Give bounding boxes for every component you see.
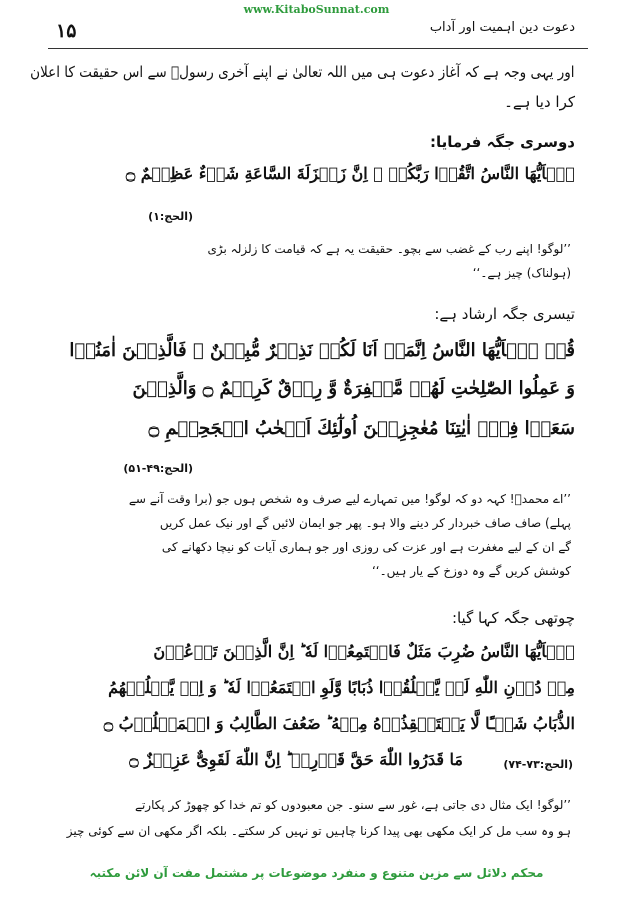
section-4-translation-2: ہو وہ سب مل کر ایک مکھی بھی پیدا کرنا چاہیں تو نہیں کر سکتے۔ بلکہ اگر مکھی ان سے کوئی چیز — [66, 824, 571, 838]
section-2-ayah: یٰۤاَیُّهَا النَّاسُ اتَّقُوۡا رَبَّكُمۡ ۚ اِنَّ زَلۡزَلَةَ السَّاعَةِ شَیۡءٌ عَظِیۡمٌ ۝ — [125, 164, 575, 183]
section-4-ayah-2: مِنۡ دُوۡنِ اللّٰهِ لَنۡ یَّخۡلُقُوۡا ذُبَابًا وَّلَوِ اجۡتَمَعُوۡا لَهٗ ؕ وَ اِنۡ یَّسۡلُبۡهُمُ — [108, 678, 575, 697]
section-3-translation-3: گے ان کے لیے مغفرت ہے اور عزت کی روزی اور جو ہماری آیات کو نیچا دکھانے کی — [161, 540, 571, 554]
section-4-ayah-1: یٰۤاَیُّهَا النَّاسُ ضُرِبَ مَثَلٌ فَاسۡتَمِعُوۡا لَهٗ ؕ اِنَّ الَّذِیۡنَ تَدۡعُوۡنَ — [153, 642, 575, 661]
section-3-translation-1: ’’اے محمدؐ! کہہ دو کہ لوگو! میں تمہارے لیے صرف وہ شخص ہوں جو (برا وقت آنے سے — [128, 492, 571, 506]
section-3-translation-4: کوشش کریں گے وہ دوزخ کے یار ہیں۔‘‘ — [371, 564, 571, 578]
section-2-heading: دوسری جگہ فرمایا: — [430, 133, 575, 151]
section-2-citation: (الحج:۱) — [148, 210, 193, 223]
section-4-ayah-4: مَا قَدَرُوا اللّٰهَ حَقَّ قَدۡرِهٖ ؕ اِنَّ اللّٰهَ لَقَوِیٌّ عَزِیۡزٌ ۝ — [129, 750, 463, 769]
section-4-ayah-3: الذُّبَابُ شَیۡـًٔا لَّا یَسۡتَنۡقِذُوۡهُ مِنۡهُ ؕ ضَعُفَ الطَّالِبُ وَ الۡمَطۡلُوۡبُ ۝ — [103, 714, 575, 733]
footer-library-tagline: محکم دلائل سے مزین متنوع و منفرد موضوعات پر مشتمل مفت آن لائن مکتبہ — [89, 866, 544, 880]
section-4-heading: چوتھی جگہ کہا گیا: — [451, 609, 575, 627]
section-3-ayah-1: قُلۡ یٰۤاَیُّهَا النَّاسُ اِنَّمَاۤ اَنَا لَكُمۡ نَذِیۡرٌ مُّبِیۡنٌ ۚ فَالَّذِیۡنَ اٰمَنُوۡا — [69, 340, 575, 361]
header-divider — [48, 48, 588, 49]
intro-line-1: اور یہی وجہ ہے کہ آغاز دعوت ہی میں اللہ تعالیٰ نے اپنے آخری رسولؐ سے اس حقیقت کا اعلان — [30, 63, 575, 81]
section-3-heading: تیسری جگہ ارشاد ہے: — [434, 305, 575, 323]
section-3-translation-2: پہلے) صاف صاف خبردار کر دینے والا ہو۔ پھر جو ایمان لائیں گے اور نیک عمل کریں — [159, 516, 571, 530]
section-3-ayah-2: وَ عَمِلُوا الصّٰلِحٰتِ لَهُمۡ مَّغۡفِرَةٌ وَّ رِزۡقٌ كَرِیۡمٌ ۝ وَالَّذِیۡنَ — [132, 378, 575, 399]
section-2-translation-2: (ہولناک) چیز ہے۔‘‘ — [472, 266, 571, 280]
intro-line-2: کرا دیا ہے۔ — [504, 93, 575, 111]
running-title: دعوت دین اہمیت اور آداب — [429, 20, 575, 35]
section-3-ayah-3: سَعَوۡا فِیۡۤ اٰیٰتِنَا مُعٰجِزِیۡنَ اُولٰٓئِكَ اَصۡحٰبُ الۡجَحِیۡمِ ۝ — [148, 418, 575, 439]
site-url[interactable]: www.KitaboSunnat.com — [243, 3, 390, 16]
section-2-translation-1: ’’لوگو! اپنے رب کے غضب سے بچو۔ حقیقت یہ ہے کہ قیامت کا زلزلہ بڑی — [207, 242, 571, 256]
section-4-translation-1: ’’لوگو! ایک مثال دی جاتی ہے، غور سے سنو۔ جن معبودوں کو تم خدا کو چھوڑ کر پکارتے — [134, 798, 571, 812]
page-number: ۱۵ — [56, 20, 77, 42]
section-4-citation: (الحج:۷۳-۷۴) — [503, 758, 573, 771]
section-3-citation: (الحج:۴۹-۵۱) — [123, 462, 193, 475]
